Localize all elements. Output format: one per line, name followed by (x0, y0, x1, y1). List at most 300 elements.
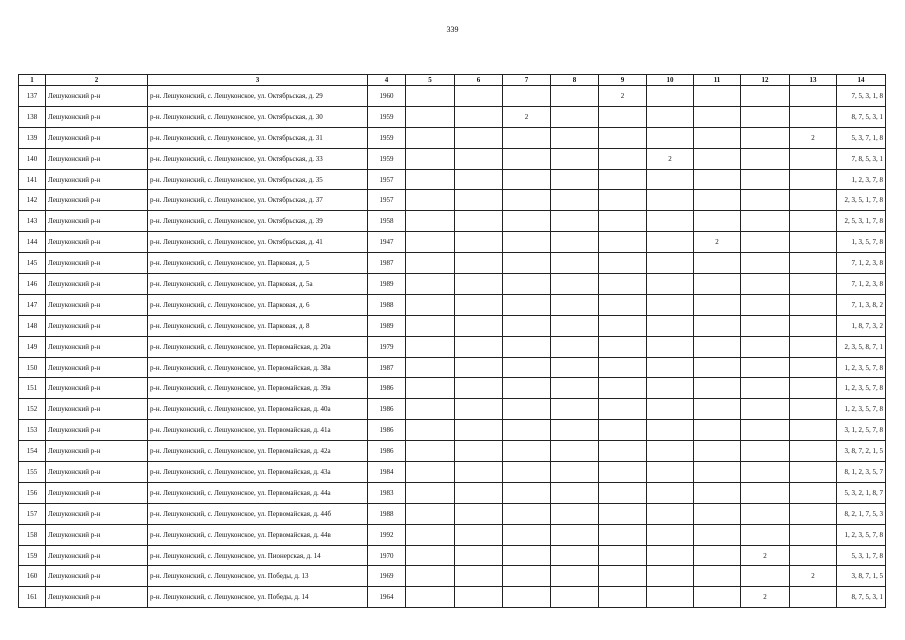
mark-cell (694, 587, 741, 608)
mark-cell (455, 190, 503, 211)
mark-cell (551, 169, 599, 190)
mark-cell (455, 462, 503, 483)
table-row (19, 503, 886, 524)
code-cell: 1, 2, 3, 5, 7, 8 (837, 378, 886, 399)
year-cell: 1957 (368, 190, 406, 211)
table-row (19, 420, 886, 441)
mark-cell (647, 294, 694, 315)
code-cell: 7, 1, 2, 3, 8 (837, 253, 886, 274)
table-header (19, 75, 886, 86)
mark-cell (694, 378, 741, 399)
mark-cell (551, 357, 599, 378)
mark-cell (455, 566, 503, 587)
column-header: 5 (406, 75, 455, 86)
district-cell: Лешуконский р-н (46, 106, 148, 127)
code-cell: 3, 8, 7, 1, 5 (837, 566, 886, 587)
row-number: 138 (19, 106, 46, 127)
mark-cell (406, 148, 455, 169)
column-header: 11 (694, 75, 741, 86)
mark-cell (790, 169, 837, 190)
year-cell: 1989 (368, 274, 406, 295)
year-cell: 1986 (368, 378, 406, 399)
mark-cell (599, 190, 647, 211)
row-number: 143 (19, 211, 46, 232)
mark-cell (551, 462, 599, 483)
table-row (19, 106, 886, 127)
year-cell: 1970 (368, 545, 406, 566)
year-cell: 1987 (368, 357, 406, 378)
mark-cell (406, 274, 455, 295)
district-cell: Лешуконский р-н (46, 441, 148, 462)
code-cell: 1, 2, 3, 5, 7, 8 (837, 524, 886, 545)
mark-cell (406, 545, 455, 566)
mark-cell (455, 253, 503, 274)
header-row (19, 75, 886, 86)
mark-cell (551, 566, 599, 587)
mark-cell (503, 294, 551, 315)
column-header: 3 (148, 75, 368, 86)
mark-cell (455, 357, 503, 378)
table-row (19, 148, 886, 169)
mark-cell (551, 503, 599, 524)
mark-cell (551, 211, 599, 232)
year-cell: 1988 (368, 503, 406, 524)
mark-cell (551, 148, 599, 169)
row-number: 141 (19, 169, 46, 190)
code-cell: 1, 2, 3, 5, 7, 8 (837, 399, 886, 420)
mark-cell (406, 441, 455, 462)
mark-cell (647, 190, 694, 211)
code-cell: 2, 5, 3, 1, 7, 8 (837, 211, 886, 232)
district-cell: Лешуконский р-н (46, 399, 148, 420)
code-cell: 1, 8, 7, 3, 2 (837, 315, 886, 336)
table-row (19, 253, 886, 274)
mark-cell (503, 378, 551, 399)
column-header: 1 (19, 75, 46, 86)
table-row (19, 399, 886, 420)
address-cell: р-н. Лешуконский, с. Лешуконское, ул. Октябрьская, д. 30 (148, 106, 368, 127)
mark-cell (694, 190, 741, 211)
mark-cell (741, 315, 790, 336)
address-cell: р-н. Лешуконский, с. Лешуконское, ул. Первомайская, д. 20а (148, 336, 368, 357)
code-cell: 1, 2, 3, 7, 8 (837, 169, 886, 190)
mark-cell (647, 524, 694, 545)
address-cell: р-н. Лешуконский, с. Лешуконское, ул. Победы, д. 14 (148, 587, 368, 608)
mark-cell (741, 127, 790, 148)
mark-cell (406, 211, 455, 232)
mark-cell (503, 169, 551, 190)
row-number: 146 (19, 274, 46, 295)
mark-cell (647, 566, 694, 587)
column-header: 8 (551, 75, 599, 86)
mark-cell (599, 420, 647, 441)
mark-cell (406, 503, 455, 524)
district-cell: Лешуконский р-н (46, 524, 148, 545)
table-body (19, 86, 886, 608)
mark-cell (551, 545, 599, 566)
row-number: 148 (19, 315, 46, 336)
table-row (19, 566, 886, 587)
mark-cell: 2 (647, 148, 694, 169)
mark-cell (599, 169, 647, 190)
row-number: 153 (19, 420, 46, 441)
mark-cell (790, 315, 837, 336)
table-row (19, 545, 886, 566)
mark-cell (503, 148, 551, 169)
mark-cell (694, 545, 741, 566)
mark-cell (741, 86, 790, 107)
mark-cell: 2 (694, 232, 741, 253)
mark-cell (741, 294, 790, 315)
mark-cell (741, 503, 790, 524)
column-header: 12 (741, 75, 790, 86)
mark-cell (790, 399, 837, 420)
mark-cell (599, 545, 647, 566)
code-cell: 7, 1, 3, 8, 2 (837, 294, 886, 315)
mark-cell (406, 253, 455, 274)
year-cell: 1958 (368, 211, 406, 232)
row-number: 161 (19, 587, 46, 608)
mark-cell (694, 399, 741, 420)
district-cell: Лешуконский р-н (46, 294, 148, 315)
row-number: 137 (19, 86, 46, 107)
district-cell: Лешуконский р-н (46, 462, 148, 483)
mark-cell (647, 545, 694, 566)
address-cell: р-н. Лешуконский, с. Лешуконское, ул. Первомайская, д. 38а (148, 357, 368, 378)
code-cell: 8, 7, 5, 3, 1 (837, 106, 886, 127)
mark-cell (647, 482, 694, 503)
mark-cell (647, 169, 694, 190)
row-number: 155 (19, 462, 46, 483)
mark-cell (406, 127, 455, 148)
table-row (19, 378, 886, 399)
mark-cell: 2 (503, 106, 551, 127)
code-cell: 5, 3, 2, 1, 8, 7 (837, 482, 886, 503)
district-cell: Лешуконский р-н (46, 545, 148, 566)
mark-cell (694, 441, 741, 462)
mark-cell (741, 106, 790, 127)
year-cell: 1960 (368, 86, 406, 107)
code-cell: 7, 1, 2, 3, 8 (837, 274, 886, 295)
mark-cell (455, 378, 503, 399)
address-cell: р-н. Лешуконский, с. Лешуконское, ул. Октябрьская, д. 39 (148, 211, 368, 232)
mark-cell (455, 169, 503, 190)
mark-cell (647, 503, 694, 524)
mark-cell (647, 441, 694, 462)
mark-cell (694, 127, 741, 148)
mark-cell (503, 524, 551, 545)
code-cell: 7, 5, 3, 1, 8 (837, 86, 886, 107)
row-number: 147 (19, 294, 46, 315)
mark-cell: 2 (599, 86, 647, 107)
mark-cell (647, 336, 694, 357)
housing-table (18, 74, 886, 608)
column-header: 9 (599, 75, 647, 86)
mark-cell (647, 357, 694, 378)
mark-cell (790, 190, 837, 211)
row-number: 142 (19, 190, 46, 211)
row-number: 139 (19, 127, 46, 148)
mark-cell (599, 315, 647, 336)
mark-cell (741, 190, 790, 211)
table-row (19, 169, 886, 190)
mark-cell (503, 441, 551, 462)
column-header: 6 (455, 75, 503, 86)
table-row (19, 441, 886, 462)
code-cell: 2, 3, 5, 8, 7, 1 (837, 336, 886, 357)
year-cell: 1986 (368, 420, 406, 441)
mark-cell (599, 482, 647, 503)
column-header: 14 (837, 75, 886, 86)
district-cell: Лешуконский р-н (46, 482, 148, 503)
mark-cell (551, 420, 599, 441)
year-cell: 1957 (368, 169, 406, 190)
mark-cell (741, 378, 790, 399)
mark-cell (599, 106, 647, 127)
mark-cell (599, 294, 647, 315)
year-cell: 1992 (368, 524, 406, 545)
address-cell: р-н. Лешуконский, с. Лешуконское, ул. Октябрьская, д. 35 (148, 169, 368, 190)
mark-cell (406, 86, 455, 107)
table-row (19, 274, 886, 295)
mark-cell (741, 441, 790, 462)
district-cell: Лешуконский р-н (46, 232, 148, 253)
address-cell: р-н. Лешуконский, с. Лешуконское, ул. Победы, д. 13 (148, 566, 368, 587)
row-number: 149 (19, 336, 46, 357)
column-header: 13 (790, 75, 837, 86)
mark-cell (647, 253, 694, 274)
mark-cell (647, 211, 694, 232)
page-number: 339 (446, 25, 459, 34)
mark-cell (790, 420, 837, 441)
mark-cell (455, 482, 503, 503)
district-cell: Лешуконский р-н (46, 169, 148, 190)
mark-cell (551, 441, 599, 462)
mark-cell (790, 148, 837, 169)
mark-cell (599, 587, 647, 608)
mark-cell (741, 482, 790, 503)
table-row (19, 294, 886, 315)
code-cell: 5, 3, 1, 7, 8 (837, 545, 886, 566)
mark-cell (551, 482, 599, 503)
mark-cell (455, 545, 503, 566)
mark-cell (790, 294, 837, 315)
mark-cell (406, 378, 455, 399)
mark-cell (790, 86, 837, 107)
mark-cell (741, 462, 790, 483)
mark-cell (694, 294, 741, 315)
address-cell: р-н. Лешуконский, с. Лешуконское, ул. Пионерская, д. 14 (148, 545, 368, 566)
table-row (19, 524, 886, 545)
mark-cell (741, 253, 790, 274)
row-number: 150 (19, 357, 46, 378)
year-cell: 1986 (368, 399, 406, 420)
address-cell: р-н. Лешуконский, с. Лешуконское, ул. Октябрьская, д. 33 (148, 148, 368, 169)
mark-cell (406, 399, 455, 420)
mark-cell (599, 378, 647, 399)
address-cell: р-н. Лешуконский, с. Лешуконское, ул. Первомайская, д. 39а (148, 378, 368, 399)
row-number: 156 (19, 482, 46, 503)
mark-cell (503, 399, 551, 420)
column-header: 10 (647, 75, 694, 86)
mark-cell (406, 336, 455, 357)
year-cell: 1959 (368, 127, 406, 148)
address-cell: р-н. Лешуконский, с. Лешуконское, ул. Парковая, д. 6 (148, 294, 368, 315)
mark-cell (599, 462, 647, 483)
mark-cell (790, 232, 837, 253)
mark-cell (455, 587, 503, 608)
district-cell: Лешуконский р-н (46, 253, 148, 274)
mark-cell (406, 462, 455, 483)
year-cell: 1988 (368, 294, 406, 315)
mark-cell (790, 378, 837, 399)
district-cell: Лешуконский р-н (46, 357, 148, 378)
address-cell: р-н. Лешуконский, с. Лешуконское, ул. Октябрьская, д. 37 (148, 190, 368, 211)
year-cell: 1989 (368, 315, 406, 336)
code-cell: 8, 2, 1, 7, 5, 3 (837, 503, 886, 524)
mark-cell (551, 232, 599, 253)
mark-cell (503, 336, 551, 357)
district-cell: Лешуконский р-н (46, 420, 148, 441)
table-row (19, 482, 886, 503)
table-row (19, 232, 886, 253)
year-cell: 1987 (368, 253, 406, 274)
mark-cell (694, 336, 741, 357)
mark-cell (503, 86, 551, 107)
mark-cell (455, 232, 503, 253)
mark-cell (647, 399, 694, 420)
mark-cell (551, 336, 599, 357)
mark-cell (647, 315, 694, 336)
mark-cell (790, 211, 837, 232)
mark-cell (503, 315, 551, 336)
column-header: 2 (46, 75, 148, 86)
district-cell: Лешуконский р-н (46, 148, 148, 169)
row-number: 158 (19, 524, 46, 545)
mark-cell (551, 127, 599, 148)
mark-cell (503, 482, 551, 503)
district-cell: Лешуконский р-н (46, 274, 148, 295)
address-cell: р-н. Лешуконский, с. Лешуконское, ул. Первомайская, д. 41а (148, 420, 368, 441)
mark-cell (741, 232, 790, 253)
table-row (19, 462, 886, 483)
mark-cell (503, 420, 551, 441)
mark-cell (406, 232, 455, 253)
mark-cell (741, 566, 790, 587)
mark-cell (503, 190, 551, 211)
mark-cell (790, 587, 837, 608)
year-cell: 1959 (368, 106, 406, 127)
mark-cell (790, 482, 837, 503)
table-row (19, 86, 886, 107)
mark-cell (694, 420, 741, 441)
mark-cell (503, 211, 551, 232)
district-cell: Лешуконский р-н (46, 566, 148, 587)
mark-cell (790, 545, 837, 566)
mark-cell: 2 (741, 587, 790, 608)
district-cell: Лешуконский р-н (46, 190, 148, 211)
mark-cell (694, 274, 741, 295)
mark-cell (647, 274, 694, 295)
mark-cell (599, 357, 647, 378)
mark-cell (455, 441, 503, 462)
district-cell: Лешуконский р-н (46, 127, 148, 148)
mark-cell (455, 524, 503, 545)
mark-cell (503, 462, 551, 483)
mark-cell (694, 211, 741, 232)
mark-cell (694, 148, 741, 169)
table-row (19, 587, 886, 608)
mark-cell: 2 (741, 545, 790, 566)
mark-cell (599, 253, 647, 274)
district-cell: Лешуконский р-н (46, 378, 148, 399)
address-cell: р-н. Лешуконский, с. Лешуконское, ул. Парковая, д. 8 (148, 315, 368, 336)
row-number: 152 (19, 399, 46, 420)
mark-cell (599, 566, 647, 587)
mark-cell (455, 399, 503, 420)
year-cell: 1969 (368, 566, 406, 587)
mark-cell (406, 190, 455, 211)
mark-cell (551, 86, 599, 107)
address-cell: р-н. Лешуконский, с. Лешуконское, ул. Первомайская, д. 43а (148, 462, 368, 483)
mark-cell (599, 441, 647, 462)
mark-cell (599, 524, 647, 545)
district-cell: Лешуконский р-н (46, 211, 148, 232)
mark-cell: 2 (790, 127, 837, 148)
mark-cell (741, 274, 790, 295)
code-cell: 3, 1, 2, 5, 7, 8 (837, 420, 886, 441)
mark-cell (741, 357, 790, 378)
mark-cell (790, 336, 837, 357)
mark-cell (694, 462, 741, 483)
mark-cell (406, 524, 455, 545)
column-header: 4 (368, 75, 406, 86)
mark-cell (741, 148, 790, 169)
row-number: 151 (19, 378, 46, 399)
district-cell: Лешуконский р-н (46, 86, 148, 107)
mark-cell (406, 106, 455, 127)
mark-cell (694, 357, 741, 378)
code-cell: 1, 2, 3, 5, 7, 8 (837, 357, 886, 378)
table-row (19, 190, 886, 211)
code-cell: 8, 1, 2, 3, 5, 7 (837, 462, 886, 483)
mark-cell (694, 524, 741, 545)
mark-cell (406, 482, 455, 503)
mark-cell (551, 378, 599, 399)
mark-cell (599, 148, 647, 169)
address-cell: р-н. Лешуконский, с. Лешуконское, ул. Парковая, д. 5а (148, 274, 368, 295)
mark-cell (406, 357, 455, 378)
mark-cell (455, 420, 503, 441)
mark-cell (694, 503, 741, 524)
mark-cell (551, 294, 599, 315)
district-cell: Лешуконский р-н (46, 587, 148, 608)
address-cell: р-н. Лешуконский, с. Лешуконское, ул. Первомайская, д. 44а (148, 482, 368, 503)
mark-cell (790, 253, 837, 274)
row-number: 154 (19, 441, 46, 462)
mark-cell (790, 274, 837, 295)
mark-cell (790, 441, 837, 462)
mark-cell: 2 (790, 566, 837, 587)
code-cell: 7, 8, 5, 3, 1 (837, 148, 886, 169)
mark-cell (599, 211, 647, 232)
mark-cell (551, 524, 599, 545)
mark-cell (503, 566, 551, 587)
address-cell: р-н. Лешуконский, с. Лешуконское, ул. Первомайская, д. 44в (148, 524, 368, 545)
mark-cell (455, 106, 503, 127)
row-number: 145 (19, 253, 46, 274)
mark-cell (503, 503, 551, 524)
